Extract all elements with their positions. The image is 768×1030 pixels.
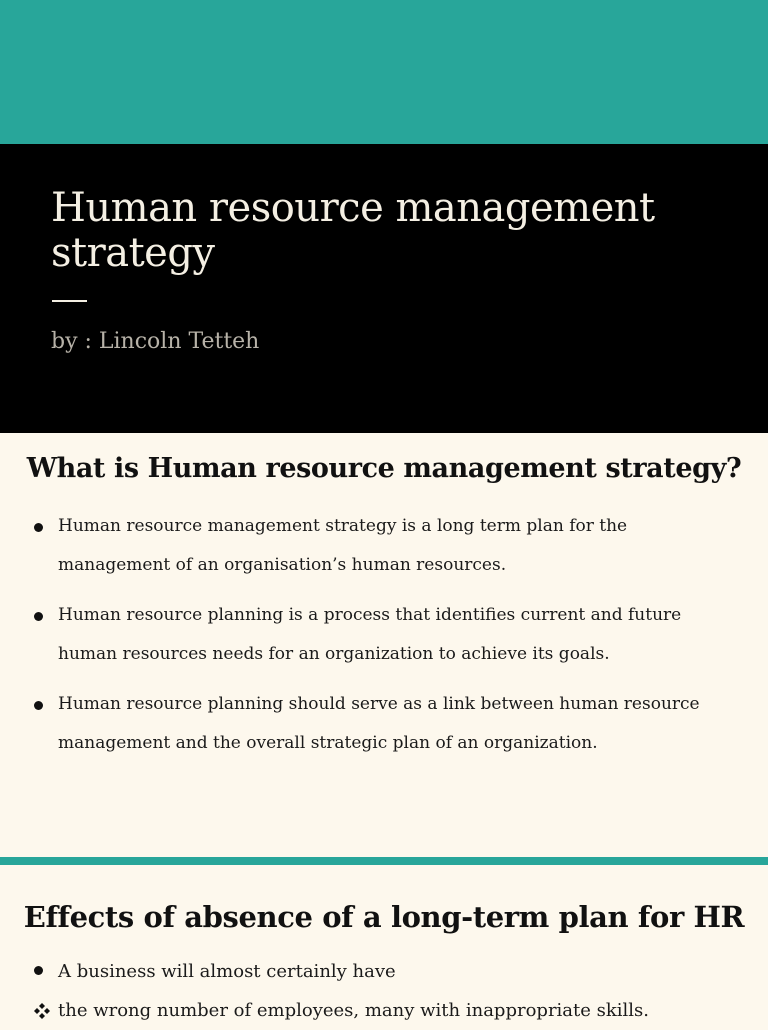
definition-bullet-list: [0, 507, 768, 774]
definition-bullet-text: Human resource planning is a process that identifies current and future human resources needs for an organization to achieve its goals.: [58, 605, 682, 664]
definition-bullet: [0, 596, 734, 674]
slide-divider-bar: [0, 857, 768, 865]
bullet-dot-icon: [34, 701, 43, 710]
definition-slide: [0, 433, 768, 857]
bullet-dot-icon: [34, 966, 43, 975]
title-underline-rule: [52, 300, 87, 302]
effects-item: [0, 952, 768, 991]
effects-slide: [0, 865, 768, 1024]
title-slide: [0, 144, 768, 433]
effects-item-text: the wrong number of employees, many with inappropriate skills.: [58, 1000, 650, 1021]
definition-bullet: [0, 507, 734, 585]
effects-heading: Effects of absence of a long-term plan for HR: [23, 900, 745, 934]
bullet-dot-icon: [34, 523, 43, 532]
diamond-bullet-icon: [33, 1002, 51, 1020]
definition-bullet-text: Human resource planning should serve as a link between human resource management and the overall strategic plan of an organization.: [58, 694, 700, 753]
definition-heading: What is Human resource management strategy?: [26, 453, 742, 484]
author-byline: by : Lincoln Tetteh: [51, 329, 260, 354]
effects-item-text: A business will almost certainly have: [58, 961, 396, 982]
top-accent-band: [0, 0, 768, 144]
effects-item: [0, 991, 768, 1030]
presentation-title: Human resource management strategy: [51, 185, 655, 276]
definition-bullet-text: Human resource management strategy is a long term plan for the management of an organisation’s human resources.: [58, 516, 628, 575]
effects-list: [0, 952, 768, 1030]
bullet-dot-icon: [34, 612, 43, 621]
definition-bullet: [0, 685, 734, 763]
